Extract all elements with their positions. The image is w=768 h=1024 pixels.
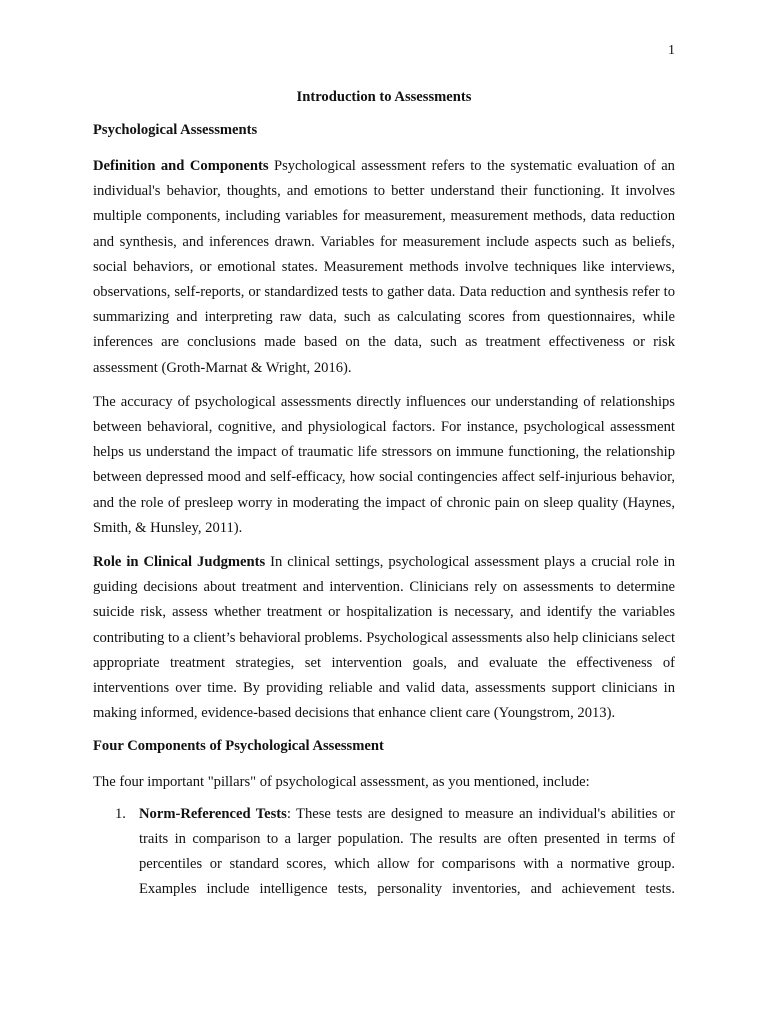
- document-body: [93, 86, 675, 902]
- definition-paragraph: [93, 154, 675, 381]
- clinical-paragraph: [93, 550, 675, 726]
- four-components-heading: Four Components of Psychological Assessment: [93, 738, 384, 755]
- list-item: [93, 802, 675, 903]
- list-item-number: 1.: [115, 805, 126, 822]
- section-heading: Psychological Assessments: [93, 122, 258, 138]
- clinical-lead: Role in Clinical Judgments: [93, 554, 266, 571]
- clinical-text: In clinical settings, psychological assessment plays a crucial role in guiding decisions about treatment and intervention. Clinicians rely on assessments to determine suicide risk, assess whether treatment or hospitalization is necessary, and identify the variables contributing to a client’s behavioral problems. Psychological assessments also help clinicians select appropriate treatment strategies, set intervention goals, and evaluate the effectiveness of interventions over time. By providing reliable and valid data, assessments support clinicians in making informed, evidence-based decisions that enhance client care (Youngstrom, 2013).: [93, 554, 676, 722]
- definition-text: Psychological assessment refers to the systematic evaluation of an individual's behavior, thoughts, and emotions to better understand their functioning. It involves multiple components, including variables for measurement, measurement methods, data reduction and synthesis, and inferences drawn. Variables for measurement include aspects such as beliefs, social behaviors, or emotional states. Measurement methods involve techniques like interviews, observations, self-reports, or standardized tests to gather data. Data reduction and synthesis refer to summarizing and interpreting raw data, such as calculating scores from questionnaires, while inferences are conclusions made based on the data, such as treatment effectiveness or risk assessment (Groth-Marnat & Wright, 2016).: [93, 158, 675, 376]
- list-item-text: [139, 802, 675, 903]
- page-number: 1: [668, 43, 675, 58]
- definition-lead: Definition and Components: [93, 158, 269, 174]
- pillars-intro: The four important "pillars" of psychological assessment, as you mentioned, include:: [93, 774, 590, 791]
- pillars-list: [93, 802, 675, 903]
- accuracy-paragraph: The accuracy of psychological assessments directly influences our understanding of relationships between behavioral, cognitive, and physiological factors. For instance, psychological assessment helps us understand the impact of traumatic life stressors on immune functioning, the relationship between depressed mood and self-efficacy, how social contingencies affect self-injurious behavior, and the role of presleep worry in moderating the impact of chronic pain on sleep quality (Haynes, Smith, & Hunsley, 2011).: [93, 393, 675, 536]
- document-title: Introduction to Assessments: [296, 89, 472, 105]
- list-item-description: : These tests are designed to measure an individual's abilities or traits in comparison to a larger population. The results are often presented in terms of percentiles or standard scores, which allow for comparisons with a normative group. Examples include intelligence tests, personality inventories, and achievement tests.: [139, 805, 675, 898]
- list-item-term: Norm-Referenced Tests: [139, 805, 287, 822]
